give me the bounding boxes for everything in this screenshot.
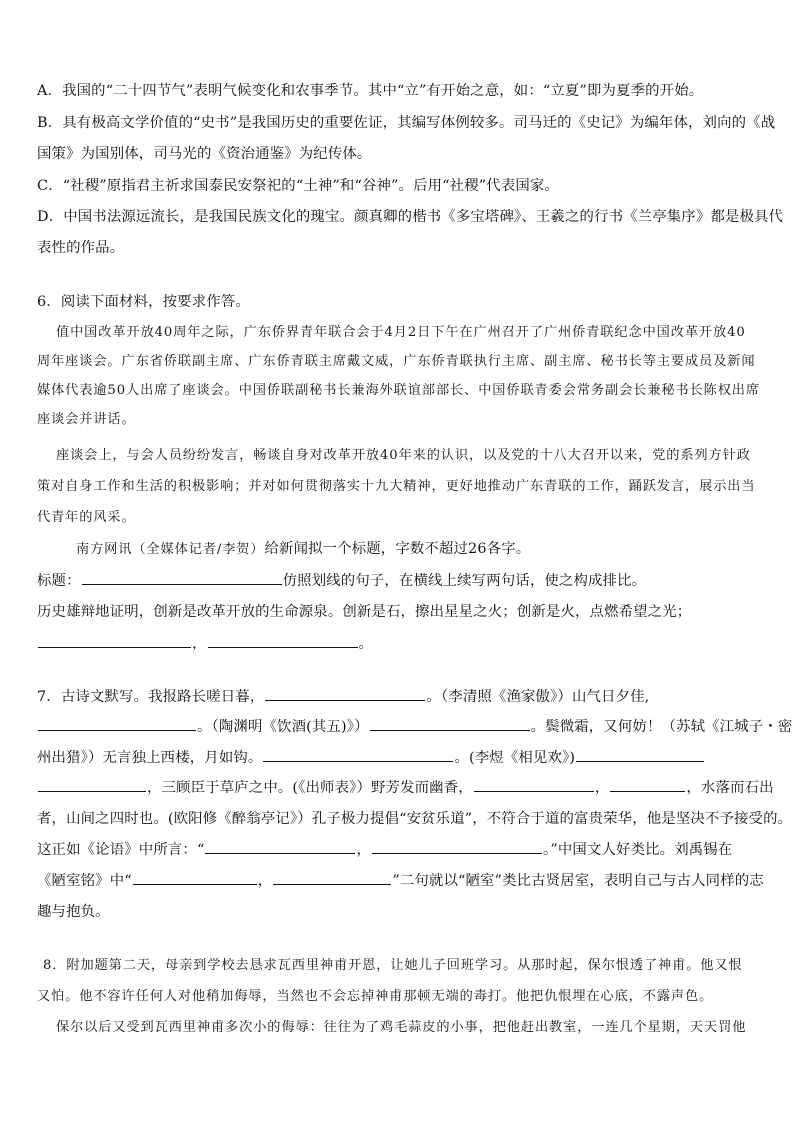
q7-blank-5[interactable] bbox=[576, 748, 704, 762]
q6-instruction: 给新闻拟一个标题，字数不超过26各字。 bbox=[264, 541, 531, 557]
answer-blank-1[interactable] bbox=[38, 634, 191, 648]
option-b-line2: 国策》为国别体，司马光的《资治通鉴》为纪传体。 bbox=[37, 146, 372, 162]
q8-line3: 保尔以后又受到瓦西里神甫多次小的侮辱：往往为了鸡毛蒜皮的小事，把他赶出教室，一连几个星期，天天罚他 bbox=[56, 1020, 747, 1035]
news-source: 南方网讯（全媒体记者/李贺） bbox=[76, 542, 265, 557]
q7-blank-6[interactable] bbox=[38, 778, 146, 792]
option-b-line1: B．具有极高文学价值的“史书”是我国历史的重要佐证，其编写体例较多。司马迁的《史记》为编年体，刘向的《战 bbox=[37, 115, 776, 131]
q7-text: ， bbox=[594, 780, 610, 796]
q7-blank-8[interactable] bbox=[610, 778, 685, 792]
option-d-line2: 表性的作品。 bbox=[37, 240, 125, 256]
q6-title-line bbox=[37, 571, 759, 591]
q6-source-line bbox=[76, 539, 759, 560]
option-a: A．我国的“二十四节气”表明气候变化和农事季节。其中“立”有开始之意，如：“立夏”即为夏季的开始。 bbox=[37, 83, 704, 99]
q6-para1-line2: 周年座谈会。广东省侨联副主席、广东侨青联主席戴文威，广东侨青联执行主席、副主席、秘书长等主要成员及新闻 bbox=[37, 354, 756, 369]
q6-title: 6．阅读下面材料，按要求作答。 bbox=[37, 294, 250, 310]
q7-line3 bbox=[37, 748, 759, 768]
answer-blank-2[interactable] bbox=[208, 634, 358, 648]
q6-answer-line bbox=[37, 634, 759, 654]
q7-text: 。(李煜《相见欢》) bbox=[454, 750, 576, 766]
q7-text: ，三顾臣于草庐之中。(《出师表》）野芳发而幽香， bbox=[147, 780, 473, 796]
q7-text: 。鬓微霜，又何妨！（苏轼《江城子・密 bbox=[530, 719, 793, 735]
q7-blank-3[interactable] bbox=[370, 717, 530, 731]
q6-para1-line1: 值中国改革开放40周年之际，广东侨界青年联合会于4月2日下午在广州召开了广州侨青联纪念中国改革开放40 bbox=[56, 325, 746, 340]
q7-blank-12[interactable] bbox=[273, 871, 391, 885]
q7-blank-10[interactable] bbox=[372, 840, 542, 854]
q7-line5: 者，山间之四时也。(欧阳修《醉翁亭记》）孔子极力提倡“安贫乐道”，不符合于道的富贵荣华，他是坚决不予接受的。 bbox=[37, 811, 793, 827]
q6-para2-line1: 座谈会上，与会人员纷纷发言，畅谈自身对改革开放40年来的认识，以及党的十八大召开以来，党的系列方针政 bbox=[56, 448, 751, 463]
q7-line1 bbox=[37, 687, 759, 707]
q7-blank-7[interactable] bbox=[474, 778, 594, 792]
comma: ， bbox=[192, 636, 207, 652]
q7-blank-11[interactable] bbox=[133, 871, 257, 885]
q7-text: 《陋室铭》中“ bbox=[37, 873, 132, 889]
q6-para2-line2: 策对自身工作和生活的积极影响；并对如何贯彻落实十九大精神，更好地推动广东青联的工作，踊跃发言，展示出当 bbox=[37, 479, 756, 494]
q6-para2-line3: 代青年的风采。 bbox=[37, 510, 136, 525]
q7-line7 bbox=[37, 871, 764, 891]
q7-text: 。”中国文人好类比。刘禹锡在 bbox=[543, 842, 733, 858]
title-blank[interactable] bbox=[82, 571, 282, 585]
q6-second-instruction: 仿照划线的句子，在横线上续写两句话，使之构成排比。 bbox=[282, 573, 647, 589]
option-c: C．“社稷”原指君主祈求国泰民安祭祀的“土神”和“谷神”。后用“社稷”代表国家。 bbox=[37, 178, 559, 194]
q7-blank-1[interactable] bbox=[265, 687, 425, 701]
title-label: 标题： bbox=[37, 573, 81, 589]
q7-line4 bbox=[37, 778, 774, 798]
q6-para1-line4: 座谈会并讲话。 bbox=[37, 412, 136, 427]
q7-text: 7．古诗文默写。我报路长嗟日暮， bbox=[37, 689, 265, 705]
q7-text: 这正如《论语》中所言：“ bbox=[37, 842, 205, 858]
q6-para1-line3: 媒体代表逾50人出席了座谈会。中国侨联副秘书长兼海外联谊部部长、中国侨联青委会常务副会长兼秘书长陈权出席 bbox=[37, 383, 760, 398]
q7-text: ”二句就以“陋室”类比古贤居室，表明自己与古人同样的志 bbox=[392, 873, 764, 889]
option-d-line1: D．中国书法源远流长，是我国民族文化的瑰宝。颜真卿的楷书《多宝塔碑》、王羲之的行书《兰亭集序》都是极具代 bbox=[37, 209, 784, 225]
q7-blank-9[interactable] bbox=[205, 840, 355, 854]
q7-text: ，水落而石出 bbox=[686, 780, 774, 796]
q7-line8: 趣与抱负。 bbox=[37, 904, 110, 920]
q7-text: ， bbox=[257, 873, 273, 889]
q7-text: 。（李清照《渔家傲》）山气日夕佳, bbox=[426, 689, 650, 705]
q7-text: ， bbox=[356, 842, 372, 858]
q7-text: 州出猎》）无言独上西楼，月如钩。 bbox=[37, 750, 263, 766]
q7-blank-2[interactable] bbox=[38, 717, 196, 731]
q7-line6 bbox=[37, 840, 759, 860]
q7-line2 bbox=[37, 717, 793, 737]
q8-line2: 又怕。他不容许任何人对他稍加侮辱，当然也不会忘掉神甫那顿无端的毒打。他把仇恨埋在心底，不露声色。 bbox=[37, 989, 714, 1004]
q7-text: 。（陶渊明《饮酒(其五)》） bbox=[197, 719, 369, 735]
q7-blank-4[interactable] bbox=[263, 748, 453, 762]
q6-history-line: 历史雄辩地证明，创新是改革开放的生命源泉。创新是石，擦出星星之火；创新是火，点燃希望之光； bbox=[37, 604, 692, 620]
q8-line1: 8．附加题第二天，母亲到学校去恳求瓦西里神甫开恩，让她儿子回班学习。从那时起，保尔恨透了神甫。他又恨 bbox=[43, 958, 743, 973]
period: 。 bbox=[358, 636, 374, 652]
